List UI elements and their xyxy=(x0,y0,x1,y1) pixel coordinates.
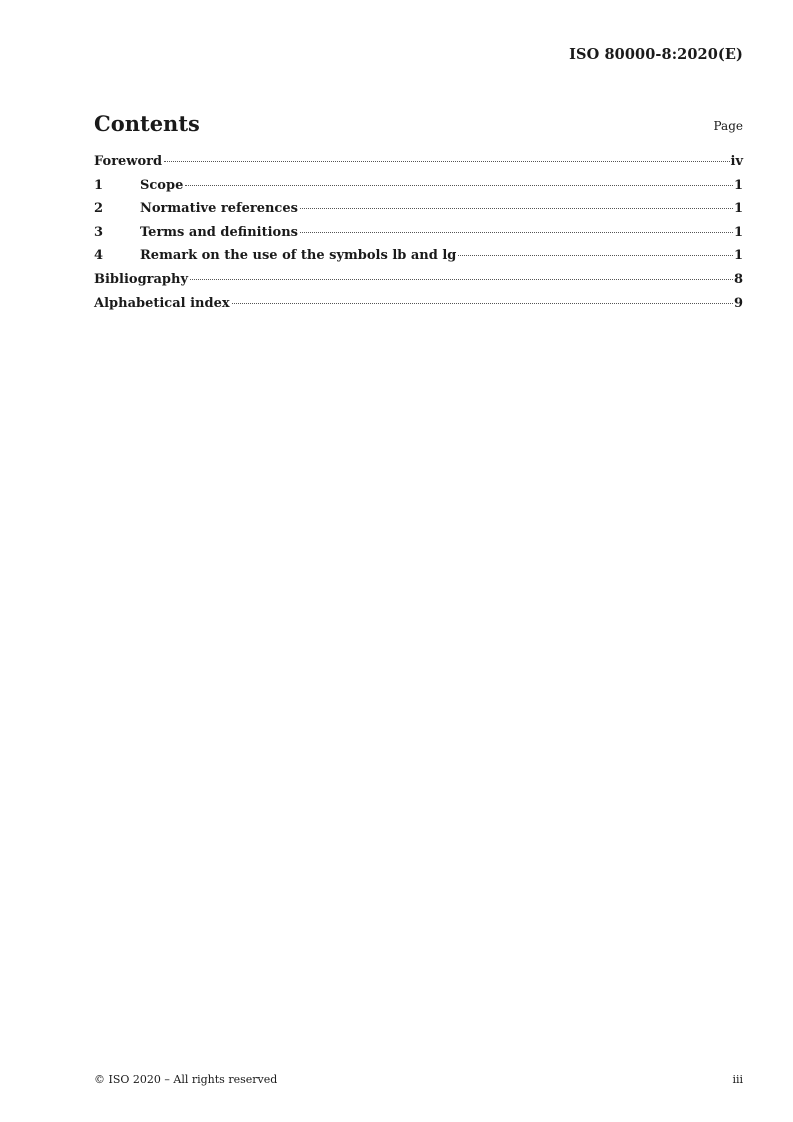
toc-entry-title: Scope xyxy=(140,177,184,193)
toc-entry-page: 9 xyxy=(733,295,743,311)
toc-entry-number: 4 xyxy=(94,248,104,264)
toc-entry-number: 3 xyxy=(94,224,104,240)
dot-leader xyxy=(300,208,733,209)
toc-entry-title: Bibliography xyxy=(94,271,189,287)
document-reference: ISO 80000-8:2020(E) xyxy=(569,46,743,63)
toc-entry-page: 1 xyxy=(733,248,743,264)
toc-entry-remark-symbols[interactable] xyxy=(94,248,743,272)
toc-entry-page: iv xyxy=(730,154,743,169)
toc-entry-number: 2 xyxy=(94,201,104,217)
toc-entry-title: Remark on the use of the symbols lb and lg xyxy=(140,248,457,264)
toc-entry-page: 1 xyxy=(733,201,743,217)
dot-leader xyxy=(232,303,733,304)
dot-leader xyxy=(185,185,733,186)
toc-entry-title: Alphabetical index xyxy=(94,295,230,311)
contents-heading: Contents xyxy=(94,111,200,136)
dot-leader xyxy=(164,161,729,162)
toc-entry-terms-and-definitions[interactable] xyxy=(94,225,743,249)
dot-leader xyxy=(300,232,733,233)
toc-entry-title: Normative references xyxy=(140,201,298,217)
footer-copyright: © ISO 2020 – All rights reserved xyxy=(94,1073,278,1086)
dot-leader xyxy=(190,279,733,280)
toc-entry-title: Foreword xyxy=(94,154,163,169)
toc-entry-alphabetical-index[interactable] xyxy=(94,296,743,320)
table-of-contents xyxy=(94,154,743,319)
toc-entry-bibliography[interactable] xyxy=(94,272,743,296)
dot-leader xyxy=(458,255,733,256)
toc-entry-page: 8 xyxy=(733,271,743,287)
toc-entry-title: Terms and definitions xyxy=(140,224,298,240)
toc-entry-page: 1 xyxy=(733,177,743,193)
toc-entry-foreword[interactable] xyxy=(94,154,743,178)
toc-entry-number: 1 xyxy=(94,177,104,193)
toc-entry-page: 1 xyxy=(733,224,743,240)
page-column-label: Page xyxy=(713,119,743,133)
toc-entry-scope[interactable] xyxy=(94,178,743,202)
footer-page-number: iii xyxy=(732,1073,743,1086)
toc-entry-normative-references[interactable] xyxy=(94,201,743,225)
